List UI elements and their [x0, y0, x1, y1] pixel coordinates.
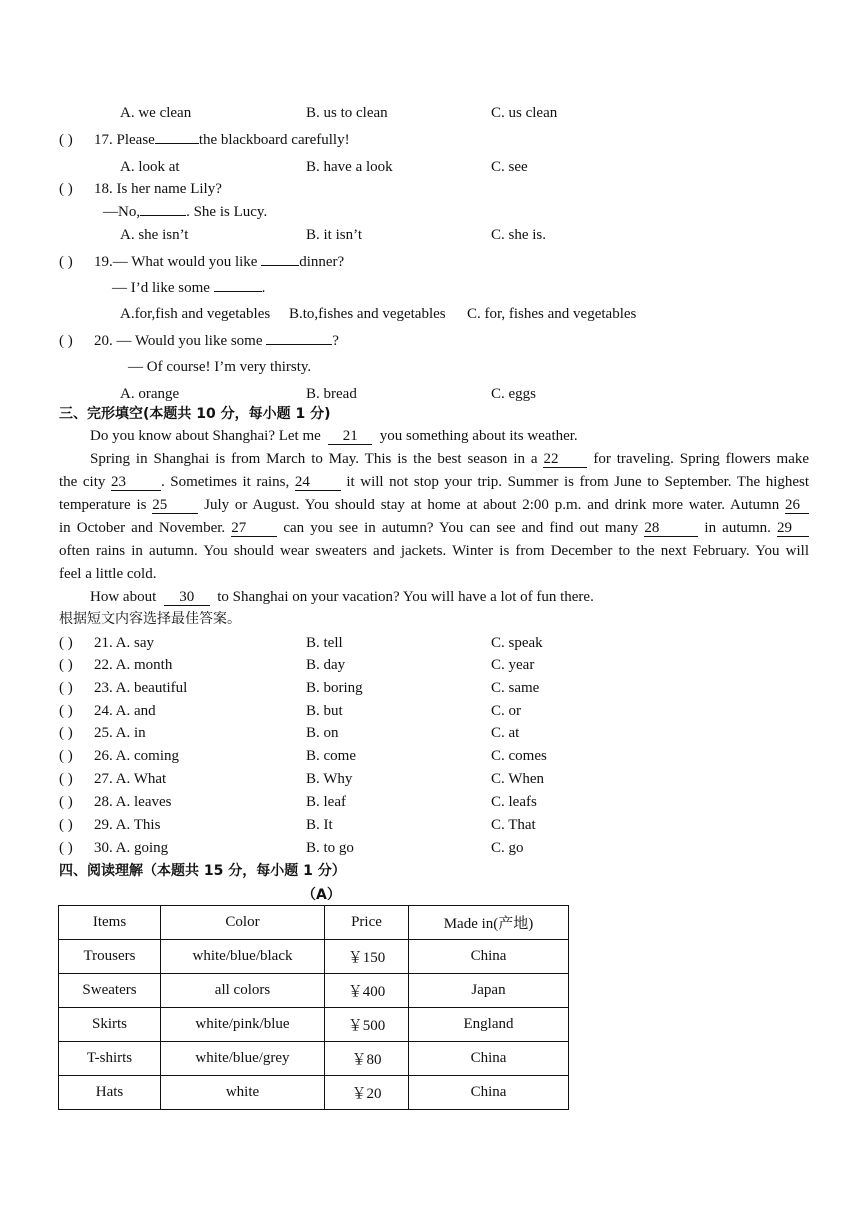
q17-option-a: A. look at	[120, 159, 180, 175]
table-row	[59, 940, 569, 974]
q21-option-b: B. tell	[306, 635, 343, 651]
q27-answer-paren: ( )	[59, 771, 73, 787]
q18-question: 18. Is her name Lily?	[94, 181, 222, 197]
q23-answer-paren: ( )	[59, 680, 73, 696]
q16-option-c: C. us clean	[491, 105, 558, 121]
q25-answer-paren: ( )	[59, 725, 73, 741]
q30-option-c: C. go	[491, 840, 524, 856]
q17-option-c: C. see	[491, 159, 528, 175]
table-header-cell: Made in(产地)	[409, 906, 569, 940]
q29-option-a: 29. A. This	[94, 817, 161, 833]
q20-response: — Of course! I’m very thirsty.	[128, 359, 312, 375]
blank-29: 29	[777, 521, 809, 537]
blank-30: 30	[164, 590, 210, 606]
blank-24: 24	[295, 475, 341, 491]
q30-option-a: 30. A. going	[94, 840, 169, 856]
table-cell: ￥400	[325, 974, 409, 1008]
q20-blank	[266, 344, 332, 345]
table-cell: white/blue/black	[161, 940, 325, 974]
q22-option-b: B. day	[306, 657, 346, 673]
q19-response: — I’d like some .	[112, 280, 266, 296]
passage-line-7: feel a little cold.	[59, 566, 157, 582]
q17-answer-paren: ( )	[59, 132, 73, 148]
blank-23: 23	[111, 475, 161, 491]
table-row	[59, 1076, 569, 1110]
q22-option-a: 22. A. month	[94, 657, 173, 673]
passage-line-5: in October and November. 27 can you see in autumn? You can see and find out many 28 in autumn. 29	[59, 519, 809, 537]
table-row	[59, 1042, 569, 1076]
section4-subheading: （A）	[302, 887, 341, 903]
blank-26: 26	[785, 498, 809, 514]
table-cell: white	[161, 1076, 325, 1110]
passage-line-6: often rains in autumn. You should wear sweaters and jackets. Winter is from December to the next February. You will	[59, 543, 809, 559]
table-header-row	[59, 906, 569, 940]
q18-answer-paren: ( )	[59, 181, 73, 197]
q25-option-c: C. at	[491, 725, 520, 741]
q17-blank	[155, 143, 199, 144]
q25-option-b: B. on	[306, 725, 339, 741]
q18-blank	[140, 215, 186, 216]
q27-option-b: B. Why	[306, 771, 353, 787]
q26-option-a: 26. A. coming	[94, 748, 179, 764]
q29-option-b: B. It	[306, 817, 333, 833]
passage-line-4: temperature is 25 July or August. You should stay at home at about 2:00 p.m. and drink more water. Autumn 26	[59, 496, 809, 514]
q25-option-a: 25. A. in	[94, 725, 146, 741]
table-header-cell: Color	[161, 906, 325, 940]
passage-line-2: Spring in Shanghai is from March to May. This is the best season in a 22 for traveling. Spring flowers make	[90, 451, 810, 467]
q19-option-c: C. for, fishes and vegetables	[467, 306, 637, 322]
table-cell: white/pink/blue	[161, 1008, 325, 1042]
q26-option-c: C. comes	[491, 748, 547, 764]
table-cell: all colors	[161, 974, 325, 1008]
q23-option-b: B. boring	[306, 680, 363, 696]
q20-question: 20. — Would you like some ?	[94, 333, 339, 349]
table-cell: China	[409, 1042, 569, 1076]
q17-option-b: B. have a look	[306, 159, 393, 175]
table-row	[59, 1008, 569, 1042]
q28-option-b: B. leaf	[306, 794, 346, 810]
q26-option-b: B. come	[306, 748, 356, 764]
q22-answer-paren: ( )	[59, 657, 73, 673]
table-cell: ￥80	[325, 1042, 409, 1076]
blank-27: 27	[231, 521, 277, 537]
q19-option-b: B.to,fishes and vegetables	[289, 306, 446, 322]
q18-option-c: C. she is.	[491, 227, 547, 243]
q20-option-b: B. bread	[306, 386, 357, 402]
q30-answer-paren: ( )	[59, 840, 73, 856]
table-cell: Hats	[59, 1076, 161, 1110]
table-header-cell: Price	[325, 906, 409, 940]
table-cell: England	[409, 1008, 569, 1042]
q21-option-a: 21. A. say	[94, 635, 154, 651]
q18-option-b: B. it isn’t	[306, 227, 362, 243]
q19-option-a: A.for,fish and vegetables	[120, 306, 271, 322]
table-cell: ￥500	[325, 1008, 409, 1042]
section3-heading: 三、完形填空(本题共 10 分，每小题 1 分)	[59, 406, 331, 422]
blank-28: 28	[644, 521, 698, 537]
q20-option-a: A. orange	[120, 386, 180, 402]
table-cell: white/blue/grey	[161, 1042, 325, 1076]
table-cell: ￥150	[325, 940, 409, 974]
q27-option-a: 27. A. What	[94, 771, 167, 787]
q21-option-c: C. speak	[491, 635, 543, 651]
table-cell: Skirts	[59, 1008, 161, 1042]
q21-answer-paren: ( )	[59, 635, 73, 651]
q22-option-c: C. year	[491, 657, 535, 673]
table-cell: China	[409, 940, 569, 974]
q18-option-a: A. she isn’t	[120, 227, 189, 243]
table-row	[59, 974, 569, 1008]
table-cell: Sweaters	[59, 974, 161, 1008]
blank-25: 25	[152, 498, 198, 514]
table-cell: T-shirts	[59, 1042, 161, 1076]
q23-option-a: 23. A. beautiful	[94, 680, 188, 696]
section4-heading: 四、阅读理解（本题共 15 分，每小题 1 分）	[59, 863, 346, 879]
q19-blank-2	[214, 291, 262, 292]
section3-instruction: 根据短文内容选择最佳答案。	[59, 611, 241, 627]
q28-option-c: C. leafs	[491, 794, 537, 810]
q20-option-c: C. eggs	[491, 386, 536, 402]
q30-option-b: B. to go	[306, 840, 354, 856]
q24-option-c: C. or	[491, 703, 521, 719]
table-header-cell: Items	[59, 906, 161, 940]
q24-option-a: 24. A. and	[94, 703, 156, 719]
table-cell: ￥20	[325, 1076, 409, 1110]
table-cell: China	[409, 1076, 569, 1110]
q27-option-c: C. When	[491, 771, 545, 787]
q29-answer-paren: ( )	[59, 817, 73, 833]
q26-answer-paren: ( )	[59, 748, 73, 764]
passage-line-8: How about 30 to Shanghai on your vacation? You will have a lot of fun there.	[90, 589, 594, 605]
q29-option-c: C. That	[491, 817, 536, 833]
q23-option-c: C. same	[491, 680, 540, 696]
passage-line-1: Do you know about Shanghai? Let me 21 you something about its weather.	[90, 428, 578, 444]
q20-answer-paren: ( )	[59, 333, 73, 349]
passage-line-3: the city 23 . Sometimes it rains, 24 it will not stop your trip. Summer is from June to September. The highest	[59, 474, 810, 490]
q16-option-a: A. we clean	[120, 105, 192, 121]
q18-response: —No, . She is Lucy.	[103, 204, 268, 220]
q19-answer-paren: ( )	[59, 254, 73, 270]
q28-option-a: 28. A. leaves	[94, 794, 172, 810]
table-cell: Japan	[409, 974, 569, 1008]
clothing-table	[58, 905, 569, 1110]
table-cell: Trousers	[59, 940, 161, 974]
blank-21: 21	[328, 429, 372, 445]
q19-question: 19.— What would you like dinner?	[94, 254, 345, 270]
blank-22: 22	[543, 452, 587, 468]
q16-option-b: B. us to clean	[306, 105, 388, 121]
q19-blank-1	[261, 265, 299, 266]
q24-option-b: B. but	[306, 703, 343, 719]
q28-answer-paren: ( )	[59, 794, 73, 810]
q24-answer-paren: ( )	[59, 703, 73, 719]
q17-question: 17. Please the blackboard carefully!	[94, 132, 350, 148]
